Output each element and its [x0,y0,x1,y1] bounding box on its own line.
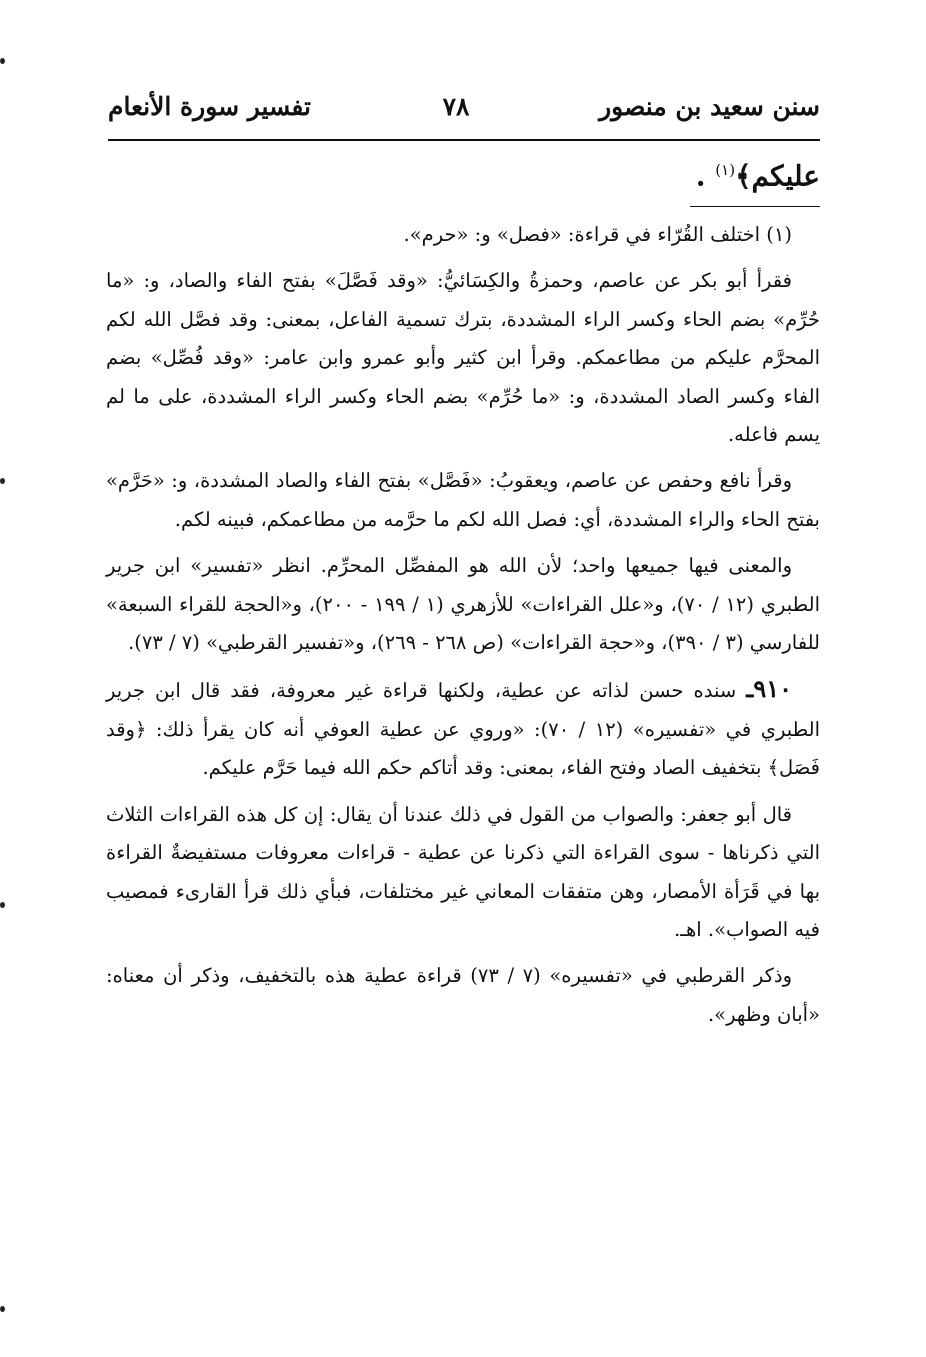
footnote-paragraph: والمعنى فيها جميعها واحد؛ لأن الله هو المفصِّل المحرِّم. انظر «تفسير» ابن جرير الطبري (١٢ / ٧٠)، و«علل القراءات» للأزهري (١ / ١٩٩ - ٢٠٠)، و«الحجة للقراء السبعة» للفارسي (٣ / ٣٩٠)، و«حجة القراءات» (ص ٢٦٨ - ٢٦٩)، و«تفسير القرطبي» (٧ / ٧٣). [106,554,821,655]
section-title: تفسير سورة الأنعام [108,92,312,121]
footnote-rule [690,206,820,207]
hadith-paragraph: وذكر القرطبي في «تفسيره» (٧ / ٧٣) قراءة عطية هذه بالتخفيف، وذكر أن معناه: «أبان وظهر». [106,964,820,1026]
hadith-text: سنده حسن لذاته عن عطية، ولكنها قراءة غير معروفة، فقد قال ابن جرير الطبري في «تفسيره» (١٢ / ٧٠): «وروي عن عطية العوفي أنه كان يقرأ ذلك: ﴿وقد فَصَل﴾ بتخفيف الصاد وفتح الفاء، بمعنى: وقد أتاكم حكم الله فيما حَرَّم عليكم. [106,679,820,780]
book-title: سنن سعيد بن منصور [599,92,820,121]
hadith-note [106,670,820,787]
main-text [696,148,820,198]
hadith-paragraph: قال أبو جعفر: والصواب من القول في ذلك عندنا أن يقال: إن كل هذه القراءات الثلاث التي ذكرناها - سوى القراءة التي ذكرنا عن عطية - قراءات معروفات مستفيضةٌ القراءة بها في قَرَأة الأمصار، وهن متفقات المعاني غير مختلفات، فبأي ذلك قرأ القارىء فمصيب فيه الصواب». اهـ. [106,802,820,941]
header-rule [108,139,820,141]
footnote-paragraph: وقرأ نافع وحفص عن عاصم، ويعقوبُ: «فَصَّل» بفتح الفاء والصاد المشددة، و: «حَرَّم» بفتح الحاء والراء المشددة، أي: فصل الله لكم ما حرَّمه من مطاعمكم، فبينه لكم. [106,469,820,531]
main-text-content: عليكم﴾ [735,159,820,193]
running-header [108,92,820,136]
scan-mark [0,58,5,64]
notes-body [106,216,820,1042]
hadith-dash: ـ [746,674,754,704]
hadith-number: ٩١٠ [753,674,792,704]
page-number: ٧٨ [442,92,470,121]
footnote-marker: (١) [715,161,736,179]
scan-mark [0,478,5,484]
scan-mark [0,1306,5,1312]
footnote-paragraph: (١) اختلف القُرّاء في قراءة: «فصل» و: «حرم». [403,223,792,246]
footnote-paragraph: فقرأ أبو بكر عن عاصم، وحمزةُ والكِسَائيُّ: «وقد فَصَّلَ» بفتح الفاء والصاد، و: «ما حُرِّم» بضم الحاء وكسر الراء المشددة، بترك تسمية الفاعل، بمعنى: وقد فصَّل الله لكم المحرَّم عليكم من مطاعمكم. وقرأ ابن كثير وأبو عمرو وابن عامر: «وقد فُصِّل» بضم الفاء وكسر الصاد المشددة، و: «ما حُرِّم» بضم الحاء وكسر الراء المشددة، على ما لم يسم فاعله. [106,269,820,447]
main-text-end: . [695,159,716,193]
scan-mark [0,902,5,908]
